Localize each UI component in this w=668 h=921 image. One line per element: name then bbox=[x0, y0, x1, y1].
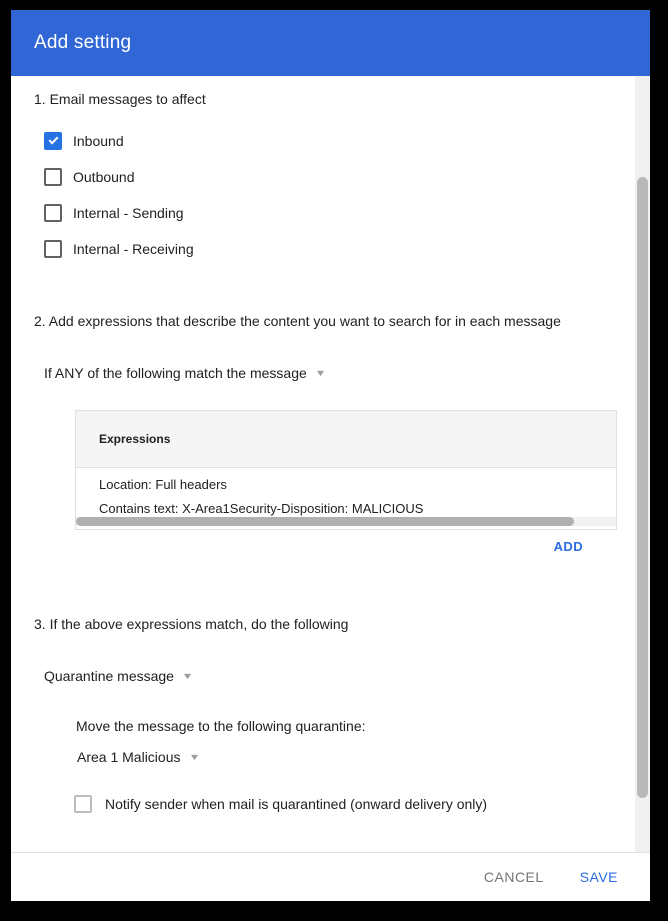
checkbox-row-inbound bbox=[44, 132, 124, 150]
checkbox-row-internal-sending bbox=[44, 204, 184, 222]
dialog-header bbox=[11, 10, 650, 76]
dialog-content bbox=[11, 76, 650, 852]
dropdown-arrow-icon: ▼ bbox=[187, 751, 200, 762]
outbound-checkbox[interactable] bbox=[44, 168, 62, 186]
checkbox-row-outbound bbox=[44, 168, 135, 186]
checkbox-row-internal-receiving bbox=[44, 240, 194, 258]
move-to-quarantine-label: Move the message to the following quarantine: bbox=[76, 718, 366, 734]
dropdown-arrow-icon: ▼ bbox=[181, 670, 194, 681]
vertical-scrollbar-thumb[interactable] bbox=[637, 177, 648, 798]
inbound-checkbox-label[interactable]: Inbound bbox=[73, 133, 124, 149]
expressions-column-header: Expressions bbox=[99, 432, 171, 446]
check-icon bbox=[49, 135, 59, 145]
notify-sender-checkbox-label[interactable]: Notify sender when mail is quarantined (onward delivery only) bbox=[105, 796, 488, 812]
expressions-table-body bbox=[76, 468, 616, 521]
dialog-footer bbox=[11, 852, 650, 901]
checkbox-row-notify-sender bbox=[74, 795, 487, 813]
action-dropdown[interactable] bbox=[44, 668, 192, 684]
add-expression-button[interactable]: ADD bbox=[553, 539, 583, 554]
dropdown-arrow-icon: ▼ bbox=[314, 367, 327, 378]
internal-receiving-checkbox[interactable] bbox=[44, 240, 62, 258]
notify-sender-checkbox[interactable] bbox=[74, 795, 92, 813]
horizontal-scrollbar[interactable] bbox=[76, 517, 616, 526]
match-type-dropdown-value: If ANY of the following match the message bbox=[44, 365, 307, 381]
section1-label: 1. Email messages to affect bbox=[34, 91, 206, 107]
internal-sending-checkbox[interactable] bbox=[44, 204, 62, 222]
section2-label: 2. Add expressions that describe the content you want to search for in each message bbox=[34, 313, 561, 329]
section3-label: 3. If the above expressions match, do the following bbox=[34, 616, 349, 632]
dialog-title: Add setting bbox=[34, 32, 132, 53]
expression-row-contains-text[interactable]: Contains text: X-Area1Security-Disposition: MALICIOUS bbox=[99, 501, 424, 516]
save-button[interactable]: SAVE bbox=[578, 863, 620, 891]
internal-sending-checkbox-label[interactable]: Internal - Sending bbox=[73, 205, 184, 221]
match-type-dropdown[interactable] bbox=[44, 365, 325, 381]
internal-receiving-checkbox-label[interactable]: Internal - Receiving bbox=[73, 241, 194, 257]
expression-row-location[interactable]: Location: Full headers bbox=[99, 477, 227, 492]
add-setting-dialog bbox=[11, 10, 650, 901]
quarantine-dropdown[interactable] bbox=[77, 749, 198, 765]
expressions-table bbox=[75, 410, 617, 530]
expressions-table-header bbox=[76, 411, 616, 468]
quarantine-dropdown-value: Area 1 Malicious bbox=[77, 749, 181, 765]
vertical-scrollbar[interactable] bbox=[635, 76, 650, 852]
outbound-checkbox-label[interactable]: Outbound bbox=[73, 169, 135, 185]
cancel-button[interactable]: CANCEL bbox=[482, 863, 546, 891]
action-dropdown-value: Quarantine message bbox=[44, 668, 174, 684]
horizontal-scrollbar-thumb[interactable] bbox=[76, 517, 574, 526]
inbound-checkbox[interactable] bbox=[44, 132, 62, 150]
